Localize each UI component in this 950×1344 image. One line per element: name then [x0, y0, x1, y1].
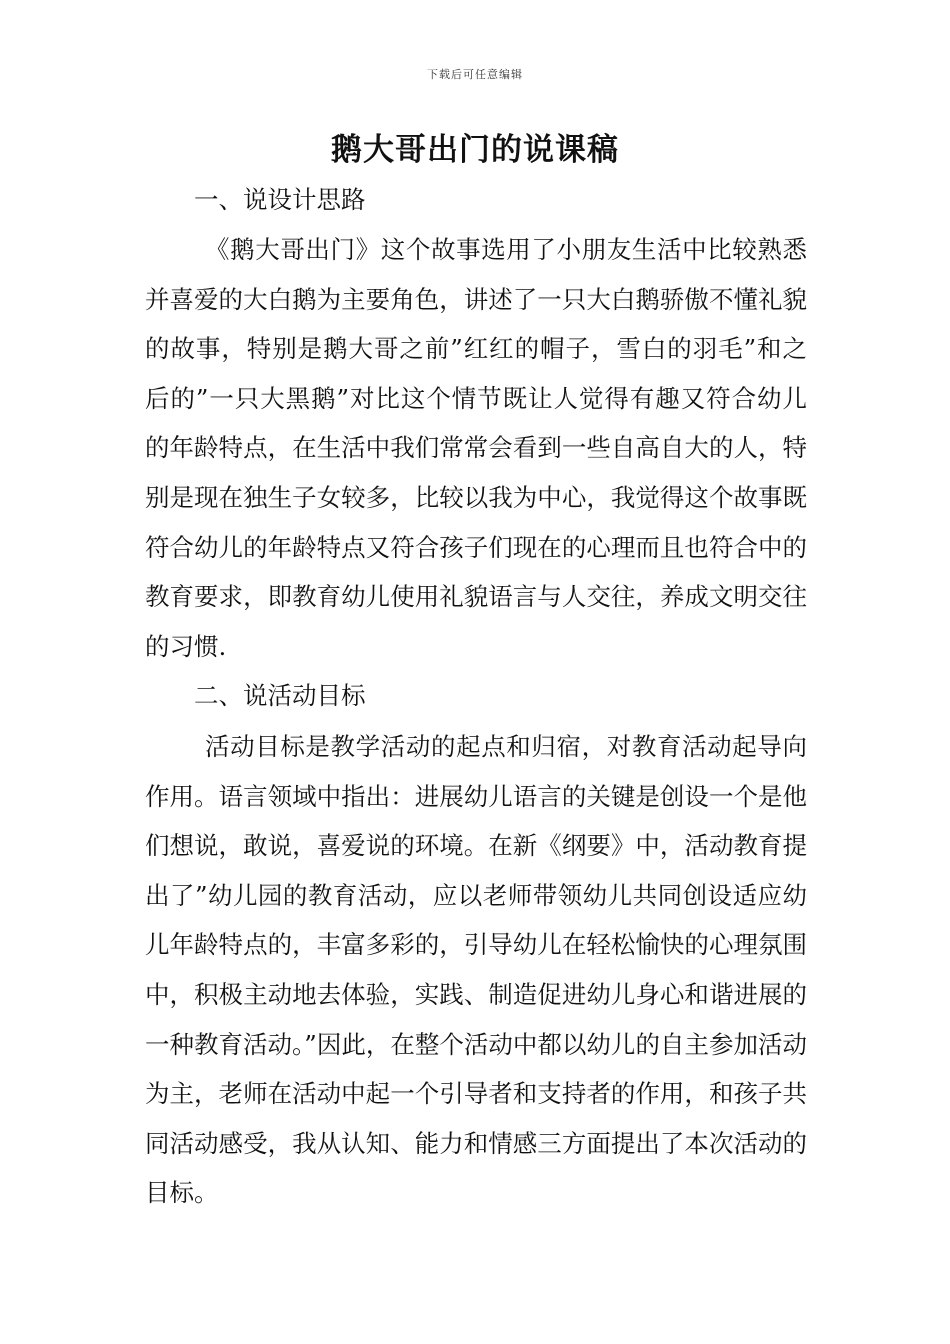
section-body-activity-goal	[145, 722, 807, 1218]
paragraph-activity-goal: 活动目标是教学活动的起点和归宿，对教育活动起导向作用。语言领域中指出：进展幼儿语言的关键是创设一个是他们想说，敢说，喜爱说的环境。在新《纲要》中，活动教育提出了”幼儿园的教育活动，应以老师带领幼儿共同创设适应幼儿年龄特点的，丰富多彩的，引导幼儿在轻松愉快的心理氛围中，积极主动地去体验，实践、制造促进幼儿身心和谐进展的一种教育活动。”因此，在整个活动中都以幼儿的自主参加活动为主，老师在活动中起一个引导者和支持者的作用，和孩子共同活动感受，我从认知、能力和情感三方面提出了本次活动的目标。	[145, 732, 807, 1208]
section-heading-activity-goal: 二、说活动目标	[194, 681, 366, 710]
paragraph-design-idea: 《鹅大哥出门》这个故事选用了小朋友生活中比较熟悉并喜爱的大白鹅为主要角色，讲述了一只大白鹅骄傲不懂礼貌的故事，特别是鹅大哥之前”红红的帽子，雪白的羽毛”和之后的”一只大黑鹅”对比这个情节既让人觉得有趣又符合幼儿的年龄特点，在生活中我们常常会看到一些自高自大的人，特别是现在独生子女较多，比较以我为中心，我觉得这个故事既符合幼儿的年龄特点又符合孩子们现在的心理而且也符合中的教育要求，即教育幼儿使用礼貌语言与人交往，养成文明交往的习惯.	[145, 235, 807, 661]
section-body-design-idea	[145, 225, 807, 671]
header-note: 下载后可任意编辑	[427, 68, 523, 81]
document-title: 鹅大哥出门的说课稿	[331, 132, 619, 168]
section-heading-design-idea: 一、说设计思路	[194, 185, 366, 214]
